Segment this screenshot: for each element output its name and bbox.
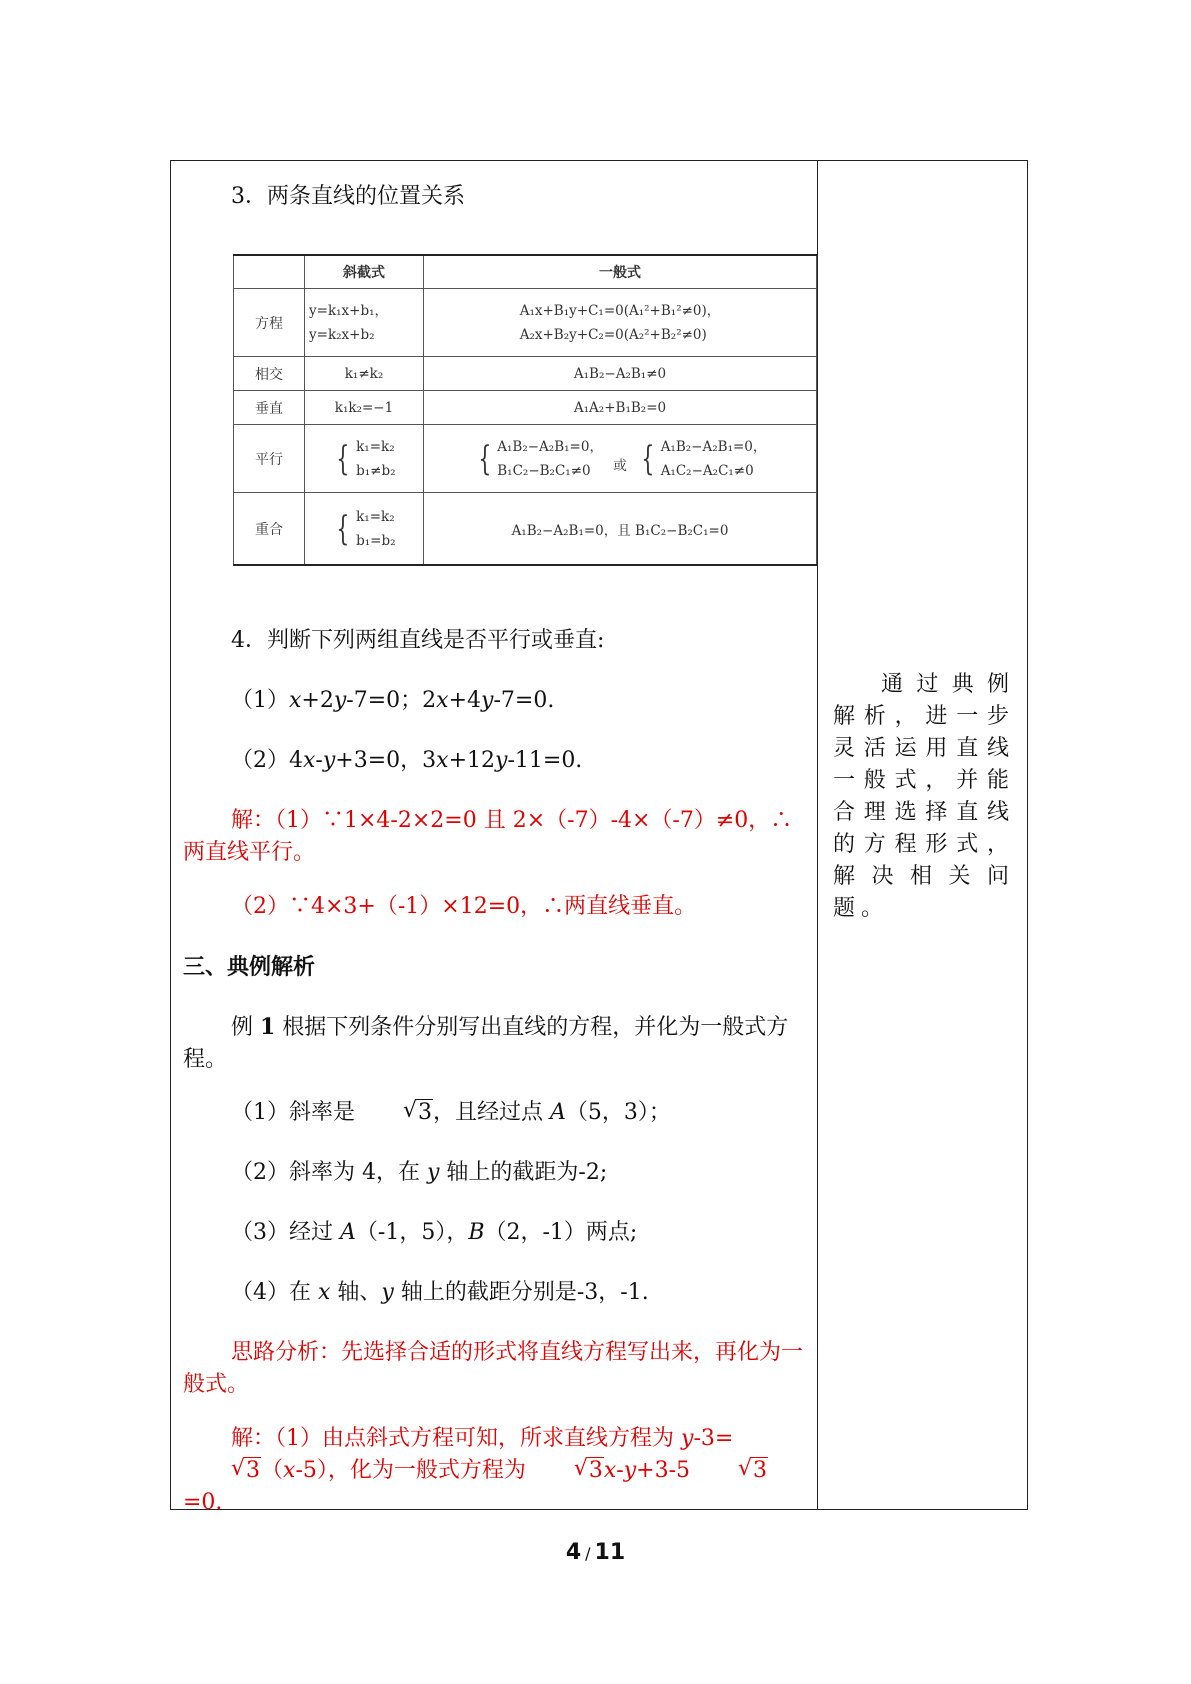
slope-eq-2: y=k₂x+b₂ xyxy=(309,326,375,343)
brace-icon: { xyxy=(336,508,350,549)
example-cond-3: （3）经过 A（-1，5），B（2，-1）两点; xyxy=(231,1220,638,1245)
example-cond-1: （1）斜率是 √ 3，且经过点 A（5，3）； xyxy=(231,1098,671,1125)
header-empty xyxy=(234,255,305,289)
relation-table xyxy=(233,254,817,566)
total-pages: 11 xyxy=(594,1540,626,1565)
header-general-form: 一般式 xyxy=(424,255,817,289)
content-table xyxy=(170,160,1028,1515)
general-condition: A₁A₂+B₁B₂=0 xyxy=(424,391,817,425)
side-note: 通过典例解析，进一步灵活运用直线一般式，并能合理选择直线的方程形式，解决相关问题。 xyxy=(833,672,1015,921)
section-heading: 三、典例解析 xyxy=(183,954,316,980)
general-eq-1: A₁x+B₁y+C₁=0(A₁²+B₁²≠0)， xyxy=(519,302,721,319)
example-cond-2: （2）斜率为 4，在 y 轴上的截距为-2; xyxy=(231,1160,608,1185)
slope-case-1: k₁=k₂ xyxy=(356,508,395,525)
main-column xyxy=(171,161,817,1515)
slope-case-2: b₁≠b₂ xyxy=(356,462,396,479)
general-condition: A₁B₂−A₂B₁≠0 xyxy=(424,357,817,391)
general-case-b2: A₁C₂−A₂C₁≠0 xyxy=(660,462,754,479)
row-label: 平行 xyxy=(234,425,305,493)
q4-answer-1: 解：（1）∵1×4-2×2=0 且 2×（-7）-4×（-7）≠0，∴两直线平行。 xyxy=(183,808,793,865)
table-row xyxy=(234,391,817,425)
row-label: 相交 xyxy=(234,357,305,391)
page-separator: / xyxy=(585,1544,591,1563)
table-row xyxy=(234,289,817,357)
table-row xyxy=(234,357,817,391)
side-column xyxy=(819,161,1027,1509)
general-case-a2: B₁C₂−B₂C₁≠0 xyxy=(497,462,591,479)
slope-eq-1: y=k₁x+b₁， xyxy=(309,302,389,319)
section3-title: 3．两条直线的位置关系 xyxy=(231,184,465,209)
slope-case-2: b₁=b₂ xyxy=(356,532,396,549)
example-analysis: 思路分析：先选择合适的形式将直线方程写出来，再化为一般式。 xyxy=(183,1340,804,1397)
table-row xyxy=(234,425,817,493)
example-solution-1: 解：（1）由点斜式方程可知，所求直线方程为 y-3= √ 3（x-5），化为一般式方程为 √ 3x-y+3-5 √ 3=0. xyxy=(183,1426,768,1515)
brace-icon: { xyxy=(477,438,491,479)
page-number xyxy=(0,1540,1191,1565)
column-divider xyxy=(817,161,818,1509)
table-row xyxy=(234,493,817,565)
brace-icon: { xyxy=(336,438,350,479)
slope-condition: k₁≠k₂ xyxy=(305,357,424,391)
q4-title: 4．判断下列两组直线是否平行或垂直: xyxy=(231,628,605,653)
or-label: 或 xyxy=(613,457,627,474)
row-label: 垂直 xyxy=(234,391,305,425)
row-label: 重合 xyxy=(234,493,305,565)
general-case-a1: A₁B₂−A₂B₁=0， xyxy=(497,438,603,455)
header-slope-form: 斜截式 xyxy=(305,255,424,289)
q4-pair-1: （1）x+2y-7=0；2x+4y-7=0. xyxy=(231,688,555,713)
slope-case-1: k₁=k₂ xyxy=(356,438,395,455)
brace-icon: { xyxy=(641,438,655,479)
q4-answer-2: （2）∵4×3+（-1）×12=0，∴两直线垂直。 xyxy=(231,894,697,919)
q4-pair-2: （2）4x-y+3=0，3x+12y-11=0. xyxy=(231,748,583,773)
slope-condition: k₁k₂=−1 xyxy=(305,391,424,425)
general-case-b1: A₁B₂−A₂B₁=0， xyxy=(660,438,767,455)
general-eq-2: A₂x+B₂y+C₂=0(A₂²+B₂²≠0) xyxy=(519,326,707,343)
row-label: 方程 xyxy=(234,289,305,357)
example-cond-4: （4）在 x 轴、y 轴上的截距分别是-3，-1. xyxy=(231,1280,649,1305)
example-intro: 例 1 根据下列条件分别写出直线的方程，并化为一般式方程。 xyxy=(183,1014,789,1072)
current-page: 4 xyxy=(565,1540,582,1565)
general-condition: A₁B₂−A₂B₁=0，且 B₁C₂−B₂C₁=0 xyxy=(424,493,817,565)
